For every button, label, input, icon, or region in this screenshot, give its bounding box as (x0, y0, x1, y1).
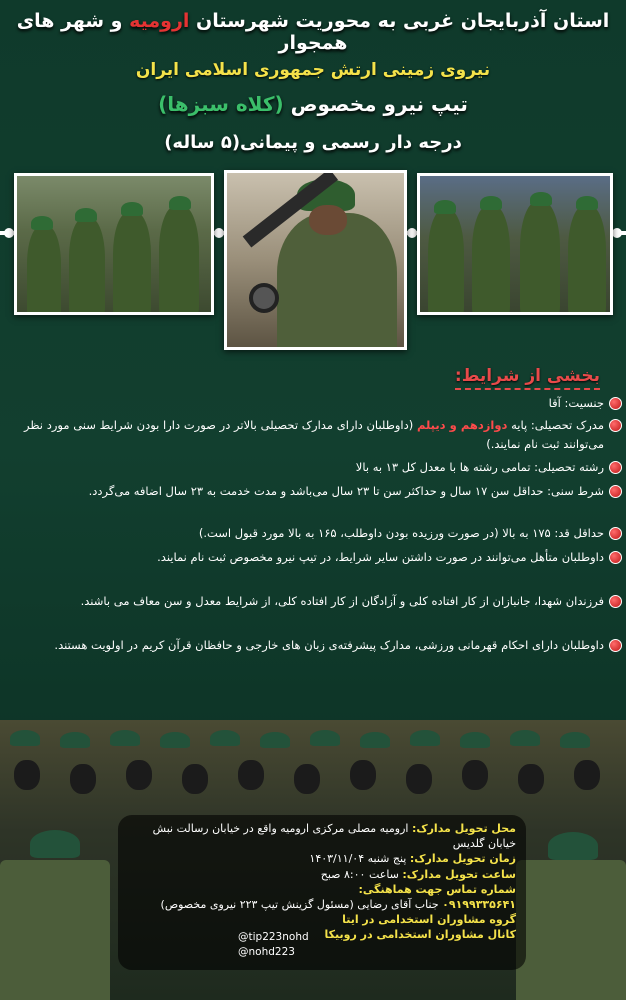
headline-province (0, 10, 626, 54)
headline-rank: درجه دار رسمی و پیمانی(۵ ساله) (164, 132, 462, 153)
stripe-dot (4, 228, 14, 238)
condition-item: مدرک تحصیلی: پایه دوازدهم و دیپلم (داوطلبان دارای مدارک تحصیلی بالاتر در صورت دارا بودن شرایط سنی مورد نظر می‌توانند ثبت نام نمایند.) (24, 416, 604, 454)
info-hour: ساعت تحویل مدارک: ساعت ۸:۰۰ صبح (320, 867, 516, 881)
headline-text-end: و شهر های همجوار (16, 10, 348, 54)
condition-item: شرط سنی: حداقل سن ۱۷ سال و حداکثر سن تا ۲۳ سال می‌باشد و مدت خدمت به ۲۳ سال اضافه می‌گردد. (24, 482, 604, 501)
stripe-dot (214, 228, 224, 238)
headline-army: نیروی زمینی ارتش جمهوری اسلامی ایران (135, 60, 491, 80)
info-place: محل تحویل مدارک: ارومیه مصلی مرکزی ارومیه واقع در خیابان رسالت نبش خیابان گلدیس (152, 822, 516, 851)
info-contact: شماره تماس جهت هماهنگی: (358, 882, 516, 896)
bullet-icon (609, 551, 622, 564)
condition-item: فرزندان شهدا، جانبازان از کار افتاده کلی و آزادگان از کار افتاده کلی، از شرایط معدل و سن معاف می باشند. (24, 592, 604, 611)
bullet-icon (609, 397, 622, 410)
bullet-icon (609, 419, 622, 432)
handle-eitaa[interactable]: @tip223nohd (238, 931, 309, 943)
conditions-title: بخشی از شرایط: (454, 366, 600, 386)
bullet-icon (609, 461, 622, 474)
photo-marching-soldiers-left (14, 173, 214, 315)
info-date: زمان تحویل مدارک: پنج شنبه ۱۴۰۳/۱۱/۰۴ (309, 852, 516, 866)
headline-text: استان آذربایجان غربی به محوریت شهرستان (189, 10, 610, 32)
condition-item: داوطلبان دارای احکام قهرمانی ورزشی، مدارک پیشرفته‌ی زبان های خارجی و حافظان قرآن کریم در اولویت هستند. (24, 636, 604, 655)
headline-brigade (0, 92, 626, 116)
photo-marching-soldiers-right (417, 173, 613, 315)
stripe-dot (612, 228, 622, 238)
stripe-dot (407, 228, 417, 238)
info-group-eitaa: گروه مشاوران استخدامی در ایتا (342, 913, 516, 927)
bullet-icon (609, 527, 622, 540)
condition-item: جنسیت: آقا (24, 394, 604, 413)
handle-rubika[interactable]: @nohd223 (238, 946, 295, 958)
condition-item: داوطلبان متأهل می‌توانند در صورت داشتن سایر شرایط، در تیپ نیرو مخصوص ثبت نام نمایند. (24, 548, 604, 567)
photo-sniper-soldier (224, 170, 407, 350)
info-group-rubika: کانال مشاوران استخدامی در روبیکا (324, 928, 516, 942)
channel-handles (238, 930, 309, 960)
bullet-icon (609, 595, 622, 608)
condition-item: رشته تحصیلی: تمامی رشته ها با معدل کل ۱۳ به بالا (24, 458, 604, 477)
condition-item: حداقل قد: ۱۷۵ به بالا (در صورت ورزیده بودن داوطلب، ۱۶۵ به بالا مورد قبول است.) (24, 524, 604, 543)
info-phone: ۰۹۱۹۹۳۳۵۶۴۱ جناب آقای رضایی (مسئول گزینش تیپ ۲۲۳ نیروی مخصوص) (160, 898, 516, 912)
bullet-icon (609, 485, 622, 498)
bullet-icon (609, 639, 622, 652)
headline-city: ارومیه (129, 10, 190, 32)
brigade-nickname: (کلاه سبزها) (158, 92, 284, 116)
brigade-name: تیپ نیرو مخصوص (283, 92, 468, 116)
submission-info-box (118, 815, 526, 970)
